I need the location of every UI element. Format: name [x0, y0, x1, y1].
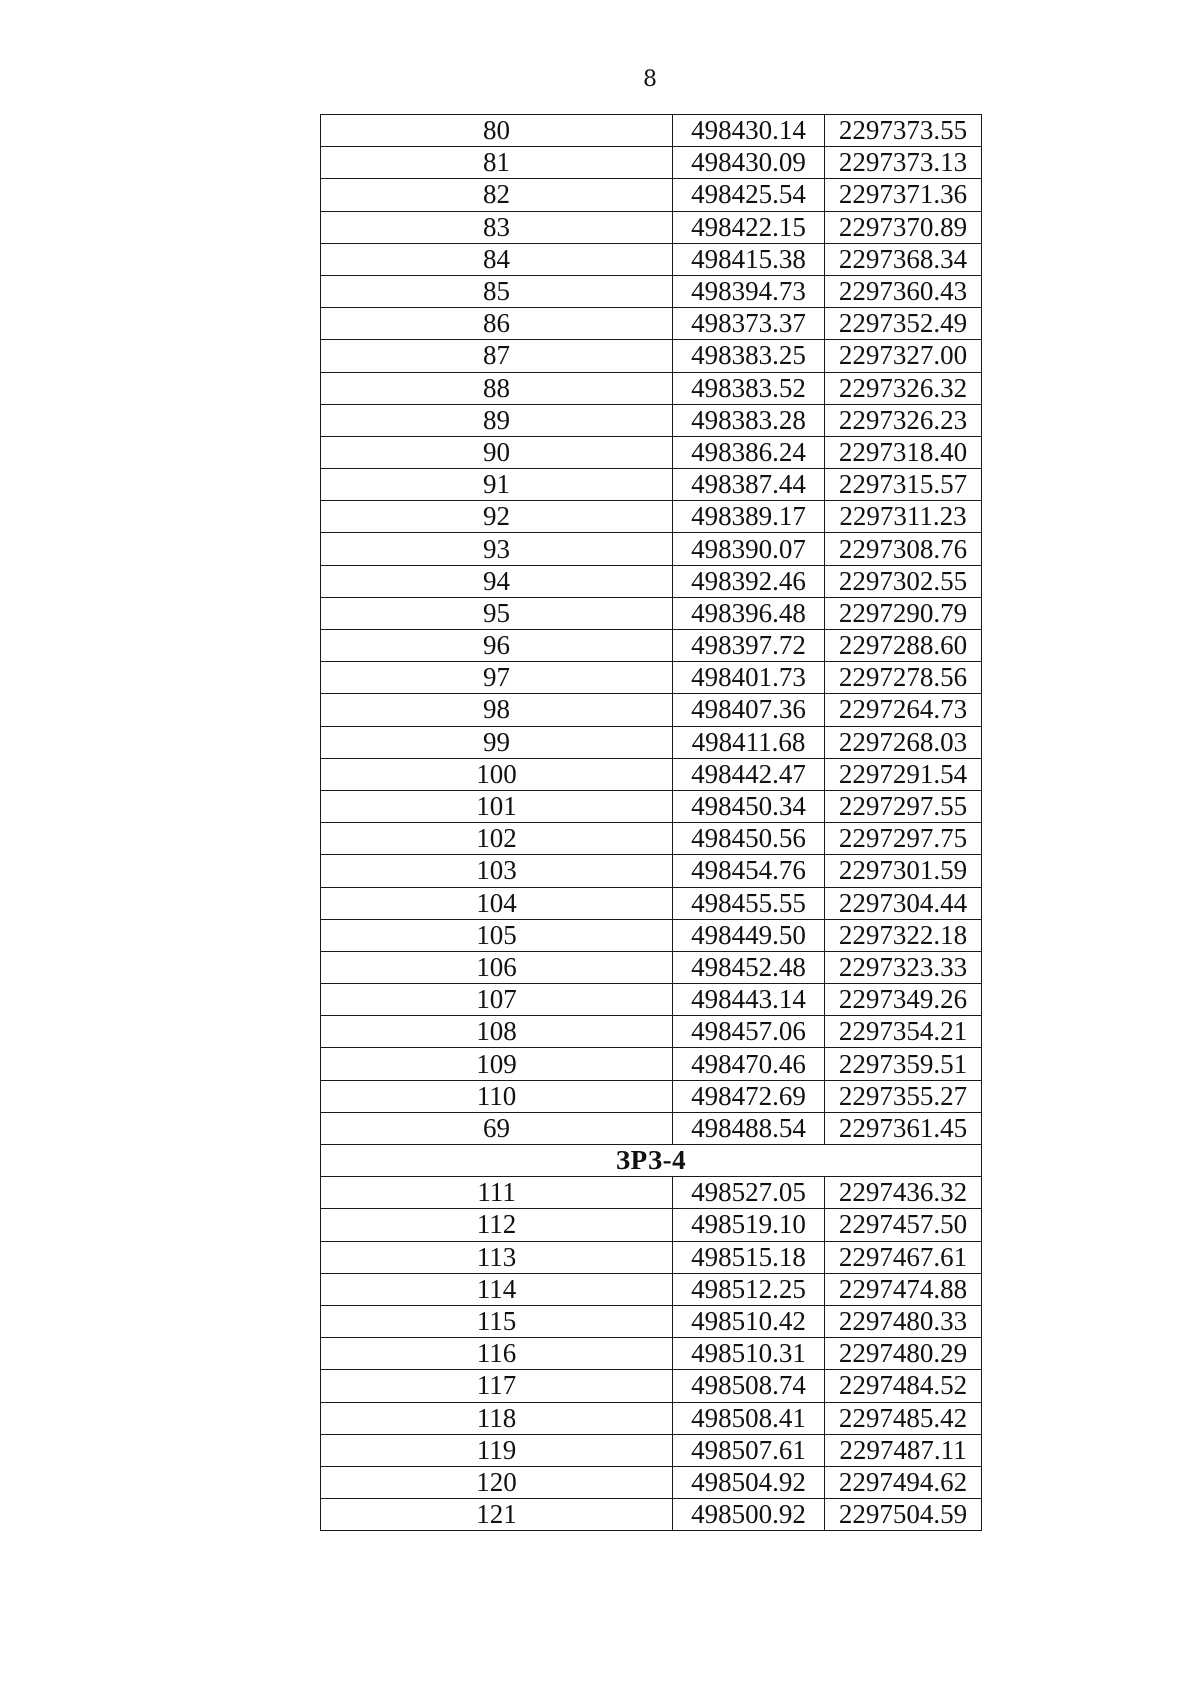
- table-row: [321, 1241, 982, 1273]
- coordinates-table: [320, 114, 982, 1531]
- table-row: [321, 758, 982, 790]
- y-coordinate-cell: 2297268.03: [825, 726, 982, 758]
- point-number-cell: 102: [321, 823, 673, 855]
- table-row: [321, 1016, 982, 1048]
- point-number-cell: 114: [321, 1273, 673, 1305]
- point-number-cell: 107: [321, 984, 673, 1016]
- table-row: [321, 533, 982, 565]
- x-coordinate-cell: 498442.47: [673, 758, 825, 790]
- table-row: [321, 919, 982, 951]
- x-coordinate-cell: 498508.41: [673, 1402, 825, 1434]
- point-number-cell: 106: [321, 951, 673, 983]
- point-number-cell: 95: [321, 597, 673, 629]
- x-coordinate-cell: 498454.76: [673, 855, 825, 887]
- page-number: 8: [643, 67, 657, 92]
- y-coordinate-cell: 2297318.40: [825, 436, 982, 468]
- point-number-cell: 120: [321, 1466, 673, 1498]
- table-row: [321, 436, 982, 468]
- table-row: [321, 1466, 982, 1498]
- y-coordinate-cell: 2297323.33: [825, 951, 982, 983]
- table-row: [321, 372, 982, 404]
- x-coordinate-cell: 498390.07: [673, 533, 825, 565]
- point-number-cell: 97: [321, 662, 673, 694]
- x-coordinate-cell: 498394.73: [673, 275, 825, 307]
- table-row: [321, 1048, 982, 1080]
- point-number-cell: 81: [321, 147, 673, 179]
- x-coordinate-cell: 498373.37: [673, 308, 825, 340]
- point-number-cell: 104: [321, 887, 673, 919]
- x-coordinate-cell: 498383.52: [673, 372, 825, 404]
- y-coordinate-cell: 2297361.45: [825, 1112, 982, 1144]
- y-coordinate-cell: 2297480.33: [825, 1305, 982, 1337]
- table-row: [321, 1338, 982, 1370]
- table-row: [321, 855, 982, 887]
- y-coordinate-cell: 2297264.73: [825, 694, 982, 726]
- point-number-cell: 92: [321, 501, 673, 533]
- x-coordinate-cell: 498508.74: [673, 1370, 825, 1402]
- table-row: [321, 1080, 982, 1112]
- x-coordinate-cell: 498415.38: [673, 243, 825, 275]
- y-coordinate-cell: 2297290.79: [825, 597, 982, 629]
- x-coordinate-cell: 498443.14: [673, 984, 825, 1016]
- table-row: [321, 211, 982, 243]
- table-row: [321, 1402, 982, 1434]
- y-coordinate-cell: 2297487.11: [825, 1434, 982, 1466]
- y-coordinate-cell: 2297370.89: [825, 211, 982, 243]
- y-coordinate-cell: 2297354.21: [825, 1016, 982, 1048]
- x-coordinate-cell: 498515.18: [673, 1241, 825, 1273]
- x-coordinate-cell: 498510.42: [673, 1305, 825, 1337]
- table-row: [321, 243, 982, 275]
- y-coordinate-cell: 2297474.88: [825, 1273, 982, 1305]
- y-coordinate-cell: 2297304.44: [825, 887, 982, 919]
- y-coordinate-cell: 2297349.26: [825, 984, 982, 1016]
- y-coordinate-cell: 2297373.55: [825, 115, 982, 147]
- point-number-cell: 88: [321, 372, 673, 404]
- point-number-cell: 94: [321, 565, 673, 597]
- y-coordinate-cell: 2297494.62: [825, 1466, 982, 1498]
- point-number-cell: 96: [321, 630, 673, 662]
- y-coordinate-cell: 2297311.23: [825, 501, 982, 533]
- y-coordinate-cell: 2297504.59: [825, 1499, 982, 1531]
- point-number-cell: 110: [321, 1080, 673, 1112]
- x-coordinate-cell: 498430.09: [673, 147, 825, 179]
- x-coordinate-cell: 498500.92: [673, 1499, 825, 1531]
- y-coordinate-cell: 2297297.55: [825, 790, 982, 822]
- table-row: [321, 501, 982, 533]
- point-number-cell: 80: [321, 115, 673, 147]
- x-coordinate-cell: 498411.68: [673, 726, 825, 758]
- point-number-cell: 105: [321, 919, 673, 951]
- point-number-cell: 111: [321, 1177, 673, 1209]
- point-number-cell: 86: [321, 308, 673, 340]
- table-row: [321, 1273, 982, 1305]
- x-coordinate-cell: 498392.46: [673, 565, 825, 597]
- table-row: [321, 1209, 982, 1241]
- x-coordinate-cell: 498512.25: [673, 1273, 825, 1305]
- y-coordinate-cell: 2297278.56: [825, 662, 982, 694]
- point-number-cell: 115: [321, 1305, 673, 1337]
- point-number-cell: 100: [321, 758, 673, 790]
- table-row: [321, 662, 982, 694]
- y-coordinate-cell: 2297436.32: [825, 1177, 982, 1209]
- x-coordinate-cell: 498450.56: [673, 823, 825, 855]
- table-row: [321, 984, 982, 1016]
- point-number-cell: 101: [321, 790, 673, 822]
- y-coordinate-cell: 2297457.50: [825, 1209, 982, 1241]
- table-row: [321, 404, 982, 436]
- table-row: [321, 340, 982, 372]
- coordinates-table-body: [321, 115, 982, 1531]
- table-row: [321, 726, 982, 758]
- point-number-cell: 82: [321, 179, 673, 211]
- x-coordinate-cell: 498452.48: [673, 951, 825, 983]
- x-coordinate-cell: 498527.05: [673, 1177, 825, 1209]
- y-coordinate-cell: 2297291.54: [825, 758, 982, 790]
- point-number-cell: 112: [321, 1209, 673, 1241]
- section-heading-row: [321, 1145, 982, 1177]
- point-number-cell: 117: [321, 1370, 673, 1402]
- y-coordinate-cell: 2297359.51: [825, 1048, 982, 1080]
- y-coordinate-cell: 2297485.42: [825, 1402, 982, 1434]
- table-row: [321, 147, 982, 179]
- table-row: [321, 469, 982, 501]
- x-coordinate-cell: 498472.69: [673, 1080, 825, 1112]
- y-coordinate-cell: 2297297.75: [825, 823, 982, 855]
- point-number-cell: 90: [321, 436, 673, 468]
- y-coordinate-cell: 2297302.55: [825, 565, 982, 597]
- point-number-cell: 108: [321, 1016, 673, 1048]
- y-coordinate-cell: 2297355.27: [825, 1080, 982, 1112]
- table-row: [321, 694, 982, 726]
- table-row: [321, 1370, 982, 1402]
- table-row: [321, 951, 982, 983]
- table-row: [321, 1177, 982, 1209]
- x-coordinate-cell: 498449.50: [673, 919, 825, 951]
- section-heading: ЗРЗ-4: [321, 1145, 982, 1177]
- x-coordinate-cell: 498510.31: [673, 1338, 825, 1370]
- x-coordinate-cell: 498430.14: [673, 115, 825, 147]
- x-coordinate-cell: 498504.92: [673, 1466, 825, 1498]
- table-row: [321, 308, 982, 340]
- x-coordinate-cell: 498470.46: [673, 1048, 825, 1080]
- x-coordinate-cell: 498401.73: [673, 662, 825, 694]
- point-number-cell: 69: [321, 1112, 673, 1144]
- x-coordinate-cell: 498397.72: [673, 630, 825, 662]
- point-number-cell: 84: [321, 243, 673, 275]
- table-row: [321, 790, 982, 822]
- y-coordinate-cell: 2297322.18: [825, 919, 982, 951]
- table-row: [321, 597, 982, 629]
- point-number-cell: 87: [321, 340, 673, 372]
- point-number-cell: 89: [321, 404, 673, 436]
- table-row: [321, 179, 982, 211]
- table-row: [321, 887, 982, 919]
- table-row: [321, 565, 982, 597]
- y-coordinate-cell: 2297360.43: [825, 275, 982, 307]
- point-number-cell: 99: [321, 726, 673, 758]
- x-coordinate-cell: 498455.55: [673, 887, 825, 919]
- y-coordinate-cell: 2297352.49: [825, 308, 982, 340]
- point-number-cell: 109: [321, 1048, 673, 1080]
- point-number-cell: 121: [321, 1499, 673, 1531]
- y-coordinate-cell: 2297467.61: [825, 1241, 982, 1273]
- y-coordinate-cell: 2297373.13: [825, 147, 982, 179]
- x-coordinate-cell: 498507.61: [673, 1434, 825, 1466]
- y-coordinate-cell: 2297326.23: [825, 404, 982, 436]
- table-row: [321, 1305, 982, 1337]
- point-number-cell: 91: [321, 469, 673, 501]
- point-number-cell: 119: [321, 1434, 673, 1466]
- table-row: [321, 275, 982, 307]
- x-coordinate-cell: 498386.24: [673, 436, 825, 468]
- x-coordinate-cell: 498396.48: [673, 597, 825, 629]
- x-coordinate-cell: 498457.06: [673, 1016, 825, 1048]
- point-number-cell: 85: [321, 275, 673, 307]
- x-coordinate-cell: 498383.28: [673, 404, 825, 436]
- point-number-cell: 118: [321, 1402, 673, 1434]
- y-coordinate-cell: 2297315.57: [825, 469, 982, 501]
- point-number-cell: 103: [321, 855, 673, 887]
- table-row: [321, 115, 982, 147]
- table-row: [321, 1499, 982, 1531]
- x-coordinate-cell: 498488.54: [673, 1112, 825, 1144]
- table-row: [321, 823, 982, 855]
- x-coordinate-cell: 498425.54: [673, 179, 825, 211]
- point-number-cell: 93: [321, 533, 673, 565]
- x-coordinate-cell: 498407.36: [673, 694, 825, 726]
- x-coordinate-cell: 498387.44: [673, 469, 825, 501]
- point-number-cell: 98: [321, 694, 673, 726]
- point-number-cell: 113: [321, 1241, 673, 1273]
- table-row: [321, 1112, 982, 1144]
- x-coordinate-cell: 498519.10: [673, 1209, 825, 1241]
- table-row: [321, 1434, 982, 1466]
- y-coordinate-cell: 2297308.76: [825, 533, 982, 565]
- point-number-cell: 83: [321, 211, 673, 243]
- x-coordinate-cell: 498389.17: [673, 501, 825, 533]
- x-coordinate-cell: 498450.34: [673, 790, 825, 822]
- y-coordinate-cell: 2297480.29: [825, 1338, 982, 1370]
- table-row: [321, 630, 982, 662]
- x-coordinate-cell: 498383.25: [673, 340, 825, 372]
- y-coordinate-cell: 2297371.36: [825, 179, 982, 211]
- y-coordinate-cell: 2297484.52: [825, 1370, 982, 1402]
- y-coordinate-cell: 2297288.60: [825, 630, 982, 662]
- x-coordinate-cell: 498422.15: [673, 211, 825, 243]
- y-coordinate-cell: 2297368.34: [825, 243, 982, 275]
- point-number-cell: 116: [321, 1338, 673, 1370]
- y-coordinate-cell: 2297301.59: [825, 855, 982, 887]
- y-coordinate-cell: 2297327.00: [825, 340, 982, 372]
- y-coordinate-cell: 2297326.32: [825, 372, 982, 404]
